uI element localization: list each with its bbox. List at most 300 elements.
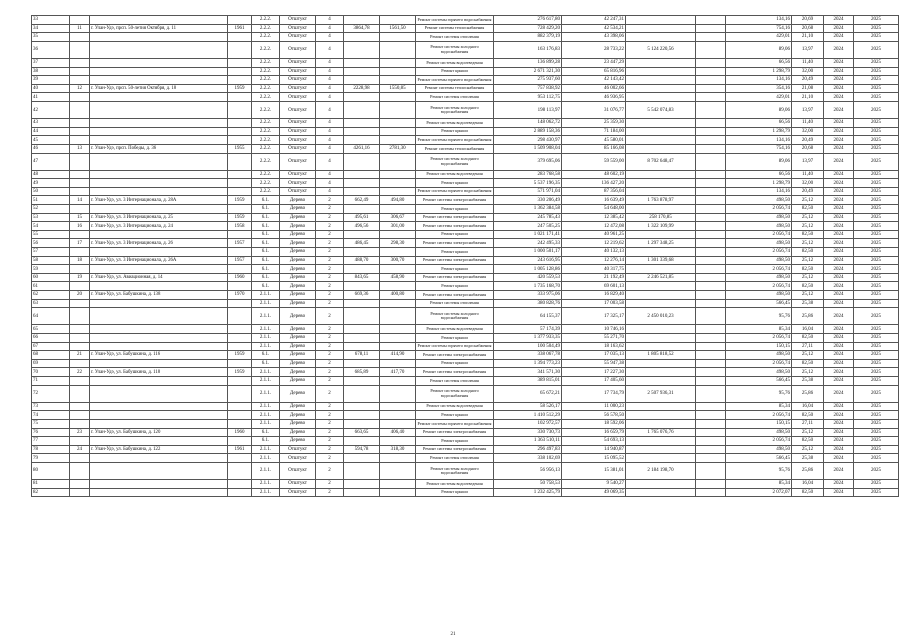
table-row: [32, 308, 899, 325]
cell-lvl: [380, 342, 416, 351]
cell-total: [626, 265, 696, 274]
cell-blank: [696, 93, 726, 102]
cell-lim: 25,12: [792, 351, 824, 360]
cell-total: [626, 419, 696, 428]
cell-y1: 2024: [824, 196, 854, 205]
cell-code: 6.1.: [252, 222, 280, 231]
cell-unit: 66,56: [726, 58, 792, 67]
cell-code: 6.1.: [252, 265, 280, 274]
cell-work: Ремонт крыши: [416, 411, 494, 420]
cell-n: 52: [32, 205, 70, 214]
cell-year: [228, 170, 252, 179]
cell-y2: 2025: [854, 376, 899, 385]
cell-blank: [696, 239, 726, 248]
cell-y2: 2025: [854, 93, 899, 102]
table-row: [32, 67, 899, 76]
cell-unit: 498,50: [726, 445, 792, 454]
table-row: [32, 488, 899, 497]
cell-fl: 2: [316, 376, 344, 385]
cell-blank: [696, 291, 726, 300]
cell-n: 66: [32, 333, 70, 342]
cell-mat: Дерево: [280, 333, 316, 342]
cell-y2: 2025: [854, 58, 899, 67]
cell-code: 2.2.2.: [252, 84, 280, 93]
cell-cost: 1 005 128,86: [494, 265, 562, 274]
cell-addr: г. Улан-Удэ, ул. Бабушкина, д. 138: [90, 291, 228, 300]
cell-total: [626, 170, 696, 179]
cell-y1: 2024: [824, 170, 854, 179]
cell-n: 76: [32, 428, 70, 437]
cell-mat: Дерево: [280, 222, 316, 231]
cell-y2: 2025: [854, 127, 899, 136]
cell-mat: Дерево: [280, 402, 316, 411]
cell-lvl: 298,30: [380, 239, 416, 248]
cell-addrn: [70, 411, 90, 420]
cell-cost: 338 067,78: [494, 351, 562, 360]
cell-blank: [696, 230, 726, 239]
cell-blank: [696, 488, 726, 497]
cell-work: Ремонт крыши: [416, 488, 494, 497]
cell-y1: 2024: [824, 291, 854, 300]
cell-area: [344, 230, 380, 239]
cell-n: 63: [32, 299, 70, 308]
cell-lim: 25,12: [792, 256, 824, 265]
cell-code: 2.2.2.: [252, 16, 280, 25]
cell-mat: Отштукт: [280, 76, 316, 85]
cell-addr: [90, 411, 228, 420]
cell-y2: 2025: [854, 256, 899, 265]
cell-lim: 25,38: [792, 454, 824, 463]
table-row: [32, 16, 899, 25]
cell-lvl: 1561,50: [380, 24, 416, 33]
cell-addr: г. Улан-Удэ, ул. 3 Интернационала, д. 28А: [90, 196, 228, 205]
cell-n: 60: [32, 273, 70, 282]
cell-lvl: [380, 136, 416, 145]
table-row: [32, 136, 899, 145]
cell-unit: 498,50: [726, 273, 792, 282]
cell-lim: 82,50: [792, 333, 824, 342]
cell-y2: 2025: [854, 265, 899, 274]
cell-cost: 148 062,72: [494, 119, 562, 128]
cell-total: [626, 33, 696, 42]
cell-fl: 2: [316, 402, 344, 411]
cell-addrn: [70, 342, 90, 351]
cell-code: 2.2.2.: [252, 33, 280, 42]
cell-area: [344, 76, 380, 85]
cell-tax: 17 734,79: [562, 385, 626, 402]
cell-y2: 2025: [854, 33, 899, 42]
cell-mat: Отштукт: [280, 84, 316, 93]
cell-addr: [90, 41, 228, 58]
cell-total: [626, 93, 696, 102]
cell-area: [344, 376, 380, 385]
cell-addr: [90, 93, 228, 102]
cell-fl: 2: [316, 419, 344, 428]
cell-work: Ремонт системы водоотведения: [416, 325, 494, 334]
cell-addrn: [70, 136, 90, 145]
cell-fl: 2: [316, 325, 344, 334]
cell-total: [626, 359, 696, 368]
cell-y2: 2025: [854, 76, 899, 85]
cell-unit: 354,16: [726, 84, 792, 93]
cell-mat: Отштукт: [280, 24, 316, 33]
cell-n: 75: [32, 419, 70, 428]
cell-addr: [90, 33, 228, 42]
cell-lvl: [380, 248, 416, 257]
cell-addrn: [70, 333, 90, 342]
cell-tax: 17 227,30: [562, 368, 626, 377]
cell-addr: [90, 462, 228, 479]
cell-addr: г. Улан-Удэ, ул. 3 Интернационала, д. 26А: [90, 256, 228, 265]
cell-year: 1960: [228, 273, 252, 282]
cell-tax: 40 961,25: [562, 230, 626, 239]
cell-blank: [696, 351, 726, 360]
cell-year: [228, 41, 252, 58]
cell-total: [626, 144, 696, 153]
cell-lim: 21,10: [792, 33, 824, 42]
cell-area: [344, 308, 380, 325]
cell-addr: г. Улан-Удэ, ул. Бабушкина, д. 118: [90, 368, 228, 377]
cell-fl: 4: [316, 144, 344, 153]
cell-y2: 2025: [854, 67, 899, 76]
cell-cost: 163 176,83: [494, 41, 562, 58]
cell-addr: [90, 342, 228, 351]
cell-work: Ремонт системы холодного водоснабжения: [416, 462, 494, 479]
cell-year: 1959: [228, 84, 252, 93]
cell-cost: 1 377 933,35: [494, 333, 562, 342]
cell-cost: 1 735 168,70: [494, 282, 562, 291]
cell-year: 1961: [228, 445, 252, 454]
cell-unit: 498,50: [726, 239, 792, 248]
cell-lim: 20,49: [792, 187, 824, 196]
cell-addr: г. Улан-Удэ, ул. Авиационная, д. 14: [90, 273, 228, 282]
cell-addr: [90, 16, 228, 25]
cell-n: 34: [32, 24, 70, 33]
cell-lvl: [380, 265, 416, 274]
cell-total: [626, 58, 696, 67]
cell-total: [626, 411, 696, 420]
cell-y2: 2025: [854, 419, 899, 428]
cell-addrn: [70, 76, 90, 85]
cell-total: 1 297 348,25: [626, 239, 696, 248]
cell-cost: 1 394 773,23: [494, 359, 562, 368]
cell-addrn: [70, 205, 90, 214]
cell-work: Ремонт системы водоотведения: [416, 58, 494, 67]
cell-n: 39: [32, 76, 70, 85]
cell-year: [228, 230, 252, 239]
cell-cost: 1 509 908,04: [494, 144, 562, 153]
cell-tax: 14 940,87: [562, 445, 626, 454]
cell-work: Ремонт системы водоотведения: [416, 480, 494, 489]
cell-y2: 2025: [854, 136, 899, 145]
cell-tax: 69 601,13: [562, 282, 626, 291]
cell-code: 2.1.1.: [252, 419, 280, 428]
cell-mat: Отштукт: [280, 93, 316, 102]
cell-total: [626, 445, 696, 454]
cell-total: [626, 488, 696, 497]
cell-cost: 136 899,28: [494, 58, 562, 67]
cell-work: Ремонт системы электроснабжения: [416, 445, 494, 454]
cell-area: [344, 325, 380, 334]
cell-year: [228, 342, 252, 351]
cell-unit: 1 298,79: [726, 127, 792, 136]
cell-n: 45: [32, 136, 70, 145]
cell-work: Ремонт крыши: [416, 179, 494, 188]
cell-lim: 16,04: [792, 480, 824, 489]
cell-addrn: 15: [70, 213, 90, 222]
cell-work: Ремонт крыши: [416, 265, 494, 274]
cell-y2: 2025: [854, 342, 899, 351]
cell-cost: 65 672,21: [494, 385, 562, 402]
cell-work: Ремонт системы электроснабжения: [416, 291, 494, 300]
cell-total: 2 246 521,85: [626, 273, 696, 282]
cell-mat: Дерево: [280, 342, 316, 351]
cell-area: [344, 67, 380, 76]
cell-work: Ремонт системы горячего водоснабжения: [416, 187, 494, 196]
cell-mat: Отштукт: [280, 101, 316, 118]
cell-y1: 2024: [824, 213, 854, 222]
cell-addr: [90, 308, 228, 325]
cell-unit: 2 056,74: [726, 359, 792, 368]
table-row: [32, 119, 899, 128]
cell-mat: Дерево: [280, 256, 316, 265]
cell-unit: 134,16: [726, 16, 792, 25]
cell-mat: Дерево: [280, 325, 316, 334]
cell-blank: [696, 213, 726, 222]
cell-lvl: [380, 299, 416, 308]
cell-y1: 2024: [824, 127, 854, 136]
cell-year: [228, 385, 252, 402]
table-row: [32, 213, 899, 222]
cell-area: [344, 462, 380, 479]
cell-lvl: [380, 187, 416, 196]
cell-fl: 4: [316, 179, 344, 188]
cell-fl: 2: [316, 308, 344, 325]
cell-blank: [696, 299, 726, 308]
cell-tax: 54 648,00: [562, 205, 626, 214]
cell-addrn: [70, 454, 90, 463]
cell-year: 1960: [228, 428, 252, 437]
cell-tax: 55 271,70: [562, 333, 626, 342]
cell-area: [344, 419, 380, 428]
cell-total: [626, 437, 696, 446]
cell-cost: 1 362 384,58: [494, 205, 562, 214]
cell-work: Ремонт системы электроснабжения: [416, 213, 494, 222]
cell-unit: 429,01: [726, 93, 792, 102]
cell-addrn: [70, 308, 90, 325]
cell-addrn: 13: [70, 144, 90, 153]
cell-y1: 2024: [824, 67, 854, 76]
table-row: [32, 230, 899, 239]
cell-addrn: 18: [70, 256, 90, 265]
cell-lvl: [380, 308, 416, 325]
cell-tax: 10 746,16: [562, 325, 626, 334]
cell-y2: 2025: [854, 402, 899, 411]
cell-mat: Отштукт: [280, 462, 316, 479]
cell-n: 58: [32, 256, 70, 265]
cell-cost: 5 537 196,35: [494, 179, 562, 188]
cell-fl: 4: [316, 16, 344, 25]
cell-blank: [696, 265, 726, 274]
cell-unit: 89,06: [726, 41, 792, 58]
cell-mat: Отштукт: [280, 33, 316, 42]
cell-cost: 245 785,43: [494, 213, 562, 222]
cell-mat: Дерево: [280, 359, 316, 368]
cell-lim: 25,12: [792, 196, 824, 205]
cell-y1: 2024: [824, 342, 854, 351]
cell-n: 79: [32, 454, 70, 463]
cell-lim: 82,50: [792, 437, 824, 446]
cell-code: 2.1.1.: [252, 291, 280, 300]
cell-code: 2.2.2.: [252, 153, 280, 170]
cell-y2: 2025: [854, 187, 899, 196]
cell-cost: 1 000 501,17: [494, 248, 562, 257]
cell-lvl: 300,70: [380, 256, 416, 265]
cell-area: 594,78: [344, 445, 380, 454]
cell-cost: 50 758,53: [494, 480, 562, 489]
cell-mat: Дерево: [280, 376, 316, 385]
cell-code: 2.2.2.: [252, 24, 280, 33]
cell-unit: 498,50: [726, 291, 792, 300]
cell-n: 38: [32, 67, 70, 76]
table-row: [32, 291, 899, 300]
cell-lvl: 1550,85: [380, 84, 416, 93]
cell-mat: Отштукт: [280, 119, 316, 128]
cell-mat: Отштукт: [280, 179, 316, 188]
cell-area: 495,61: [344, 213, 380, 222]
cell-fl: 2: [316, 213, 344, 222]
cell-cost: 57 174,39: [494, 325, 562, 334]
cell-fl: 2: [316, 291, 344, 300]
cell-work: Ремонт системы холодного водоснабжения: [416, 41, 494, 58]
cell-work: Ремонт системы теплоснабжения: [416, 24, 494, 33]
cell-addr: [90, 127, 228, 136]
cell-mat: Дерево: [280, 385, 316, 402]
cell-tax: 71 184,00: [562, 127, 626, 136]
cell-y1: 2024: [824, 230, 854, 239]
cell-y1: 2024: [824, 265, 854, 274]
cell-unit: 1 298,79: [726, 67, 792, 76]
cell-total: 1 805 818,52: [626, 351, 696, 360]
cell-code: 2.2.2.: [252, 67, 280, 76]
cell-addrn: 19: [70, 273, 90, 282]
cell-year: 1959: [228, 196, 252, 205]
cell-code: 2.1.1.: [252, 333, 280, 342]
cell-unit: 2 056,74: [726, 248, 792, 257]
cell-code: 2.1.1.: [252, 454, 280, 463]
cell-y2: 2025: [854, 205, 899, 214]
cell-tax: 136 427,20: [562, 179, 626, 188]
cell-cost: 56 956,13: [494, 462, 562, 479]
cell-addr: [90, 187, 228, 196]
cell-year: [228, 76, 252, 85]
cell-year: [228, 187, 252, 196]
cell-blank: [696, 368, 726, 377]
cell-y2: 2025: [854, 454, 899, 463]
cell-work: Ремонт системы электроснабжения: [416, 273, 494, 282]
cell-n: 42: [32, 101, 70, 118]
cell-unit: 429,01: [726, 33, 792, 42]
cell-code: 2.1.1.: [252, 402, 280, 411]
cell-code: 2.1.1.: [252, 480, 280, 489]
cell-lvl: [380, 411, 416, 420]
cell-year: [228, 93, 252, 102]
cell-cost: 2 671 321,30: [494, 67, 562, 76]
cell-blank: [696, 101, 726, 118]
cell-addr: г. Улан-Удэ, прсп. Победы, д. 36: [90, 144, 228, 153]
cell-mat: Отштукт: [280, 127, 316, 136]
cell-y1: 2024: [824, 308, 854, 325]
cell-lim: 13,97: [792, 101, 824, 118]
cell-lvl: [380, 127, 416, 136]
cell-blank: [696, 222, 726, 231]
cell-code: 6.1.: [252, 256, 280, 265]
cell-y2: 2025: [854, 273, 899, 282]
cell-tax: 56 578,50: [562, 411, 626, 420]
cell-y1: 2024: [824, 359, 854, 368]
cell-n: 37: [32, 58, 70, 67]
cell-area: [344, 41, 380, 58]
cell-fl: 2: [316, 273, 344, 282]
cell-mat: Дерево: [280, 282, 316, 291]
cell-addrn: 21: [70, 351, 90, 360]
cell-lvl: [380, 282, 416, 291]
cell-lvl: [380, 359, 416, 368]
cell-code: 2.2.2.: [252, 76, 280, 85]
cell-n: 49: [32, 179, 70, 188]
cell-unit: 2 056,74: [726, 205, 792, 214]
cell-year: 1955: [228, 144, 252, 153]
cell-fl: 4: [316, 84, 344, 93]
cell-area: [344, 342, 380, 351]
cell-unit: 754,16: [726, 144, 792, 153]
cell-addr: [90, 299, 228, 308]
table-row: [32, 58, 899, 67]
cell-addr: [90, 265, 228, 274]
cell-addr: [90, 402, 228, 411]
cell-unit: 498,50: [726, 196, 792, 205]
cell-y1: 2024: [824, 24, 854, 33]
cell-year: [228, 248, 252, 257]
cell-total: [626, 402, 696, 411]
cell-year: [228, 308, 252, 325]
cell-y1: 2024: [824, 368, 854, 377]
cell-total: [626, 16, 696, 25]
cell-area: [344, 411, 380, 420]
cell-work: Ремонт системы холодного водоснабжения: [416, 153, 494, 170]
table-row: [32, 24, 899, 33]
cell-lim: 25,12: [792, 213, 824, 222]
cell-lim: 25,12: [792, 291, 824, 300]
cell-y2: 2025: [854, 385, 899, 402]
cell-area: [344, 265, 380, 274]
table-row: [32, 84, 899, 93]
cell-n: 74: [32, 411, 70, 420]
cell-area: 685,89: [344, 368, 380, 377]
cell-work: Ремонт системы электроснабжения: [416, 256, 494, 265]
cell-total: [626, 179, 696, 188]
cell-y1: 2024: [824, 33, 854, 42]
cell-mat: Отштукт: [280, 153, 316, 170]
cell-code: 6.1.: [252, 196, 280, 205]
cell-mat: Дерево: [280, 205, 316, 214]
cell-code: 6.1.: [252, 359, 280, 368]
table-row: [32, 437, 899, 446]
cell-y2: 2025: [854, 84, 899, 93]
cell-blank: [696, 58, 726, 67]
cell-code: 2.2.2.: [252, 144, 280, 153]
cell-y1: 2024: [824, 437, 854, 446]
